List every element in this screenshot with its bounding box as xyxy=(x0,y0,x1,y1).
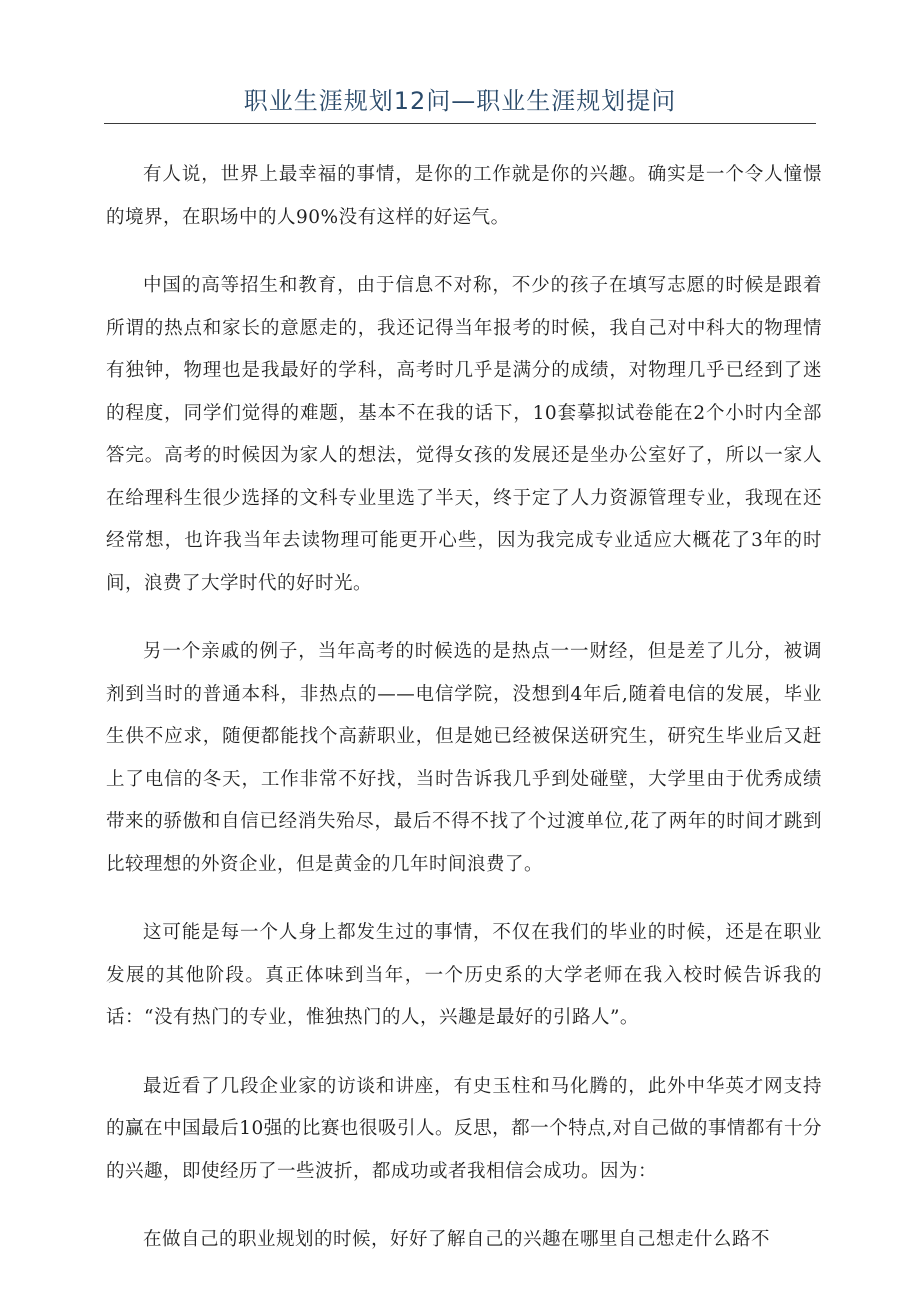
paragraph: 最近看了几段企业家的访谈和讲座，有史玉柱和马化腾的，此外中华英才网支持的赢在中国最后10强的比赛也很吸引人。反思，都一个特点,对自己做的事情都有十分的兴趣，即使经历了一些波折，都成功或者我相信会成功。因为： xyxy=(106,1075,822,1182)
paragraph: 这可能是每一个人身上都发生过的事情，不仅在我们的毕业的时候，还是在职业发展的其他阶段。真正体味到当年，一个历史系的大学老师在我入校时候告诉我的话：“没有热门的专业，惟独热门的人，兴趣是最好的引路人”。 xyxy=(106,922,822,1028)
document-body xyxy=(106,154,822,1288)
paragraph: 在做自己的职业规划的时候，好好了解自己的兴趣在哪里自己想走什么路不 xyxy=(143,1229,771,1250)
paragraph: 有人说，世界上最幸福的事情，是你的工作就是你的兴趣。确实是一个令人憧憬的境界，在职场中的人90%没有这样的好运气。 xyxy=(106,164,822,228)
paragraph: 另一个亲戚的例子，当年高考的时候选的是热点一一财经，但是差了儿分，被调剂到当时的普通本科，非热点的——电信学院，没想到4年后,随着电信的发展，毕业生供不应求，随便都能找个高薪职业，但是她已经被保送研究生，研究生毕业后又赶上了电信的冬天，工作非常不好找，当时告诉我几乎到处碰壁，大学里由于优秀成绩带来的骄傲和自信已经消失殆尽，最后不得不找了个过渡单位,花了两年的时间才跳到比较理想的外资企业，但是黄金的几年时间浪费了。 xyxy=(106,641,822,875)
title-divider xyxy=(104,123,816,124)
paragraph: 中国的高等招生和教育，由于信息不对称，不少的孩子在填写志愿的时候是跟着所谓的热点和家长的意愿走的，我还记得当年报考的时候，我自己对中科大的物理情有独钟，物理也是我最好的学科，高考时几乎是满分的成绩，对物理几乎已经到了迷的程度，同学们觉得的难题，基本不在我的话下，10套摹拟试卷能在2个小时内全部答完。高考的时候因为家人的想法，觉得女孩的发展还是坐办公室好了，所以一家人在给理科生很少选择的文科专业里选了半天，终于定了人力资源管理专业，我现在还经常想，也许我当年去读物理可能更开心些，因为我完成专业适应大概花了3年的时间，浪费了大学时代的好时光。 xyxy=(106,275,822,594)
document-title: 职业生涯规划12问—职业生涯规划提问 xyxy=(243,87,677,115)
